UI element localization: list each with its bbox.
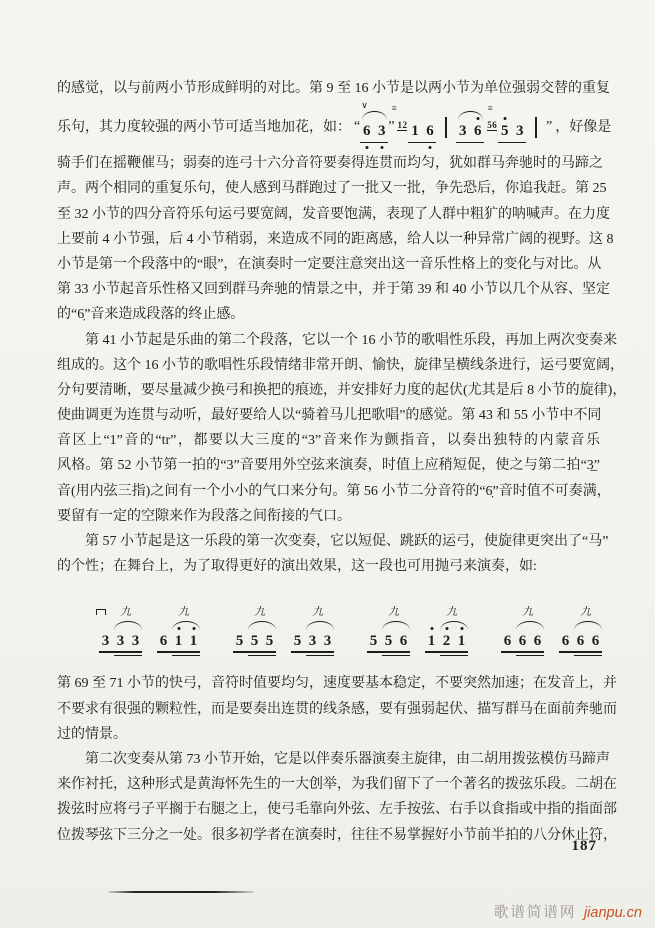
pao-bow-icon: 九 bbox=[522, 605, 534, 618]
text-line: 第二次变奏从第 73 小节开始，它是以伴奏乐器演奏主旋律，由二胡用拨弦模仿马蹄声 bbox=[85, 751, 610, 767]
text-line: 上要前 4 小节强，后 4 小节稍弱，来造成不同的距离感，给人以一种异常广阔的视野。这 8 bbox=[57, 231, 614, 247]
jianpu-inline-example bbox=[351, 101, 555, 152]
beam-line bbox=[367, 651, 410, 653]
beam-line bbox=[248, 655, 276, 657]
beam-line bbox=[306, 655, 334, 657]
tremolo-icon: ≡ bbox=[391, 103, 397, 114]
slur-arc bbox=[516, 621, 544, 630]
jianpu-note: 5 bbox=[499, 123, 510, 140]
jianpu-note: 5 bbox=[384, 632, 393, 649]
text-line: 至 32 小节的四分音符乐句运弓要宽阔，发音要饱满，表现了人群中粗犷的呐喊声。在力度 bbox=[57, 206, 610, 222]
octave-dot-below-icon bbox=[380, 146, 383, 149]
beam-line bbox=[574, 655, 602, 657]
beam-line bbox=[99, 651, 142, 653]
beam-line bbox=[516, 655, 544, 657]
pao-bow-icon: 九 bbox=[580, 605, 592, 618]
beam-line bbox=[440, 655, 468, 657]
pao-bow-icon: 九 bbox=[312, 605, 324, 618]
pao-bow-icon: 九 bbox=[120, 605, 132, 618]
jianpu-note: 5 bbox=[369, 632, 378, 649]
watermark-domain-link[interactable]: jianpu.cn bbox=[583, 905, 642, 921]
footer-rule bbox=[108, 891, 254, 893]
slur-arc bbox=[362, 111, 387, 120]
text-line: 第 69 至 71 小节的快弓，音符时值要均匀，速度要基本稳定，不要突然加速；在发音上，并 bbox=[57, 676, 617, 692]
jianpu-note: 5 bbox=[293, 632, 302, 649]
jianpu-note: 3 bbox=[458, 123, 467, 140]
jianpu-note: 3 bbox=[308, 632, 317, 649]
quote-mark: ” bbox=[546, 119, 553, 135]
jianpu-note: 3 bbox=[131, 632, 140, 649]
text-line: 第 57 小节起是这一乐段的第一次变奏，它以短促、跳跃的运弓，使旋律更突出了“马” bbox=[85, 534, 609, 549]
text-line: 的“6̣”音来造成段落的终止感。 bbox=[57, 307, 245, 323]
jianpu-note: 1 bbox=[188, 633, 199, 650]
beam-line bbox=[233, 651, 276, 653]
quote-mark: ” bbox=[388, 119, 395, 135]
jianpu-notation-line bbox=[57, 591, 600, 661]
beam-line bbox=[425, 651, 468, 653]
jianpu-group bbox=[360, 100, 397, 140]
barline bbox=[445, 117, 447, 138]
beam-line bbox=[501, 651, 544, 653]
beam-line bbox=[408, 142, 436, 144]
text-run: 乐句，其力度较强的两小节可适当地加花，如： bbox=[57, 120, 351, 136]
jianpu-group bbox=[291, 605, 334, 650]
text-line: 音(用内弦三指)之间有一个小小的气口来分句。第 56 小节二分音符的“6̣”音时值不可奏满， bbox=[57, 483, 611, 499]
jianpu-note: 6 bbox=[399, 632, 408, 649]
jianpu-note: 6 bbox=[518, 632, 527, 649]
jianpu-group bbox=[367, 605, 410, 650]
octave-dot-below-icon bbox=[428, 146, 431, 149]
jianpu-note: 6 bbox=[576, 632, 585, 649]
text-line: 拨弦时应将弓子平搁于右腿之上，使弓毛靠向外弦、左手按弦、右手以食指或中指的指面部 bbox=[57, 802, 617, 818]
beam-line bbox=[291, 651, 334, 653]
slur-arc bbox=[306, 621, 334, 630]
grace-notes: 12 bbox=[397, 119, 408, 130]
jianpu-note: 3 bbox=[323, 632, 332, 649]
text-line: 第 41 小节起是乐曲的第二个段落，它以一个 16 小节的歌唱性乐段，再加上两次变奏来 bbox=[85, 332, 617, 348]
jianpu-note: 2 bbox=[441, 633, 452, 650]
slur-arc bbox=[172, 621, 200, 630]
text-line: 要留有一定的空隙来作为段落之间衔接的气口。 bbox=[57, 508, 351, 524]
jianpu-group bbox=[425, 605, 468, 650]
jianpu-group bbox=[157, 605, 200, 650]
jianpu-group bbox=[408, 123, 436, 140]
text-line: 组成的。这个 16 小节的歌唱性乐段情绪非常开朗、愉快，旋律呈横线条进行，运弓要宽阔， bbox=[57, 357, 624, 373]
slur-arc bbox=[114, 621, 142, 630]
jianpu-group bbox=[233, 605, 276, 650]
text-line: 的感觉，以与前两小节形成鲜明的对比。第 9 至 16 小节是以两小节为单位强弱交替的重复 bbox=[57, 81, 610, 96]
jianpu-note: 6 bbox=[361, 123, 372, 140]
quote-mark: “ bbox=[354, 119, 361, 135]
jianpu-note: 1 bbox=[456, 633, 467, 650]
jianpu-note: 1 bbox=[411, 123, 419, 140]
jianpu-note: 1 bbox=[173, 633, 184, 650]
text-line: 来作衬托，这种形式是黄海怀先生的一大创举，为我们留下了一个著名的拨弦乐段。二胡在 bbox=[57, 777, 617, 793]
beam-line bbox=[382, 655, 410, 657]
jianpu-note: 6 bbox=[159, 632, 168, 649]
text-line: 分句要清晰，要尽量减少换弓和换把的痕迹，并安排好力度的起伏(尤其是后 8 小节的旋律)， bbox=[57, 382, 627, 398]
grace-notes: 56 bbox=[487, 119, 498, 130]
text-line: 的个性；在舞台上，为了取得更好的演出效果，这一段也可用抛弓来演奏，如: bbox=[57, 559, 537, 575]
jianpu-note: 3 bbox=[515, 123, 524, 140]
down-bow-icon bbox=[96, 609, 106, 615]
octave-dot-above-icon bbox=[430, 627, 433, 630]
text-line: 使曲调更为连贯与动听，最好要给人以“骑着马儿把歌唱”的感觉。第 43 和 55 小节中不同 bbox=[57, 408, 602, 424]
beam-line bbox=[559, 651, 602, 653]
slur-arc bbox=[574, 621, 602, 630]
text-line: 骑手们在摇鞭催马；弱奏的连弓十六分音符要奏得连贯而均匀，犹如群马奔驰时的马蹄之 bbox=[57, 156, 603, 172]
beam-line bbox=[456, 142, 484, 144]
jianpu-note: 3 bbox=[116, 632, 125, 649]
beam-line bbox=[172, 655, 200, 657]
paragraph bbox=[57, 671, 617, 747]
paragraph bbox=[57, 747, 617, 848]
jianpu-note: 5 bbox=[250, 632, 259, 649]
jianpu-group bbox=[498, 123, 526, 140]
paragraph bbox=[57, 328, 627, 530]
text-line: 小节是第一个段落中的“眼”，在演奏时一定要注意突出这一音乐性格上的变化与对比。从 bbox=[57, 256, 602, 272]
jianpu-note: 3 bbox=[376, 123, 387, 140]
pao-bow-icon: 九 bbox=[178, 605, 190, 618]
slur-arc bbox=[458, 111, 483, 120]
text-run: ，好像是 bbox=[555, 120, 612, 136]
text-line: 过的情景。 bbox=[57, 726, 127, 742]
slur-arc bbox=[248, 621, 276, 630]
text-line: 音区上“1”音的“tr”，都要以大三度的“3”音来作为颤指音，以奏出独特的内蒙音乐 bbox=[57, 433, 600, 449]
text-line: 声。两个相同的重复乐句，使人感到马群跑过了一批又一批，争先恐后，你追我赶。第 25 bbox=[57, 181, 607, 197]
slur-arc bbox=[440, 621, 468, 630]
watermark-site-name: 歌谱简谱网 bbox=[493, 905, 577, 921]
beam-line bbox=[498, 142, 526, 144]
beam-line bbox=[157, 651, 200, 653]
jianpu-note: 5 bbox=[265, 632, 274, 649]
jianpu-note: 6 bbox=[591, 632, 600, 649]
jianpu-note: 6 bbox=[533, 632, 542, 649]
text-line: 位拨琴弦下三分之一处。很多初学者在演奏时，往往不易掌握好小节前半拍的八分休止符， bbox=[57, 827, 617, 843]
jianpu-note: 6 bbox=[472, 123, 483, 140]
jianpu-group bbox=[99, 605, 142, 650]
beam-line bbox=[114, 655, 142, 657]
pao-bow-icon: 九 bbox=[254, 605, 266, 618]
jianpu-note: 5 bbox=[235, 632, 244, 649]
pao-bow-icon: 九 bbox=[446, 605, 458, 618]
jianpu-note: 6 bbox=[561, 632, 570, 649]
up-bow-icon: ∨ bbox=[361, 100, 368, 111]
text-line: 风格。第 52 小节第一拍的“3”音要用外空弦来演奏，时值上应稍短促，使之与第二拍“3̲” bbox=[57, 458, 600, 474]
tremolo-icon: ≡ bbox=[487, 103, 493, 114]
text-line-with-notation bbox=[57, 100, 612, 151]
jianpu-group bbox=[501, 605, 544, 650]
octave-dot-below-icon bbox=[365, 146, 368, 149]
jianpu-note: 6 bbox=[503, 632, 512, 649]
barline bbox=[535, 117, 537, 138]
paragraph bbox=[57, 76, 614, 328]
jianpu-group bbox=[559, 605, 602, 650]
slur-arc bbox=[382, 621, 410, 630]
jianpu-note: 3 bbox=[101, 632, 110, 649]
beam-line bbox=[360, 142, 388, 144]
page-number: 187 bbox=[571, 838, 597, 854]
text-line: 不要求有很强的颗粒性，而是要奏出连贯的线条感，要有强弱起伏、描写群马在面前奔驰而 bbox=[57, 701, 617, 717]
jianpu-note: 6 bbox=[424, 123, 435, 140]
watermark bbox=[494, 901, 642, 922]
pao-bow-icon: 九 bbox=[388, 605, 400, 618]
octave-dot-above-icon bbox=[503, 117, 506, 120]
paragraph bbox=[57, 529, 609, 579]
text-line: 第 33 小节起音乐性格又回到群马奔驰的情景之中，并于第 39 和 40 小节以几个从容、坚定 bbox=[57, 282, 610, 298]
body-text bbox=[57, 76, 627, 848]
jianpu-note: 1 bbox=[426, 633, 437, 650]
